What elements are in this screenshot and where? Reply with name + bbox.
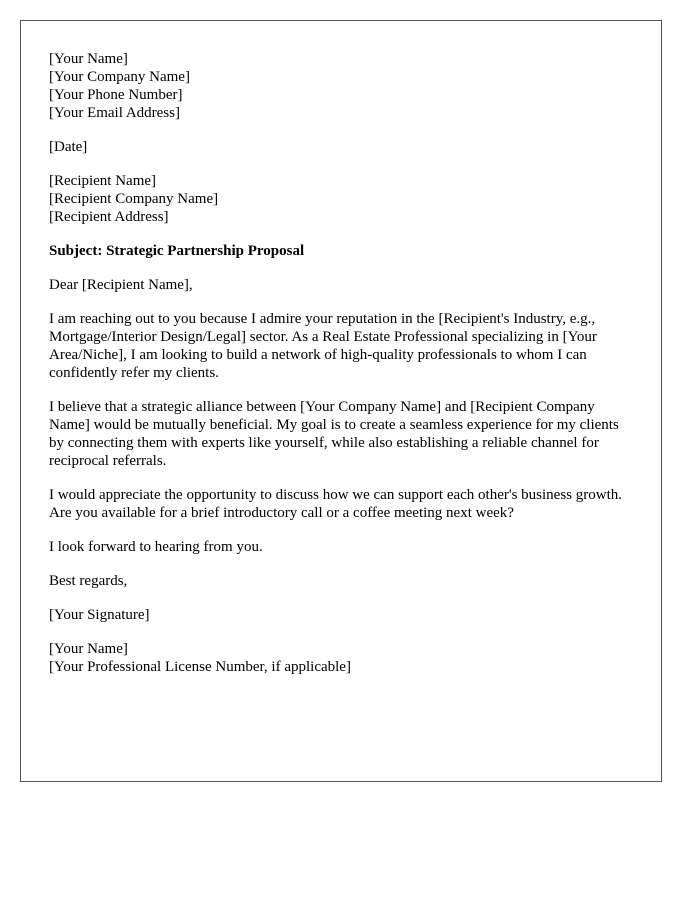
footer-name: [Your Name] (49, 641, 128, 657)
body-paragraph-3: I would appreciate the opportunity to discuss how we can support each other's business growth. Are you available for a brief introductory call or a coffee meeting next week? (49, 487, 622, 521)
body-paragraph-4: I look forward to hearing from you. (49, 539, 263, 555)
recipient-name: [Recipient Name] (49, 173, 157, 189)
recipient-address: [Recipient Address] (49, 209, 169, 225)
letter-page (20, 20, 662, 782)
signature: [Your Signature] (49, 607, 150, 623)
subject-line: Subject: Strategic Partnership Proposal (49, 243, 305, 259)
date-block (49, 138, 633, 156)
closing: Best regards, (49, 573, 128, 589)
sender-email: [Your Email Address] (49, 105, 180, 121)
body-paragraph-1: I am reaching out to you because I admire your reputation in the [Recipient's Industry, e.g., Mortgage/Interior Design/Legal] sector. As a Real Estate Professional specializing in [Your Area/Niche], I am looking to build a network of high-quality professionals to whom I can confidently refer my clients. (49, 311, 597, 381)
footer-license: [Your Professional License Number, if applicable] (49, 659, 351, 675)
sender-company: [Your Company Name] (49, 69, 190, 85)
recipient-block (49, 172, 633, 226)
body-paragraph-2: I believe that a strategic alliance between [Your Company Name] and [Recipient Company Name] would be mutually beneficial. My goal is to create a seamless experience for my clients by connecting them with experts like yourself, while also establishing a reliable channel for reciprocal referrals. (49, 399, 619, 469)
recipient-company: [Recipient Company Name] (49, 191, 219, 207)
sender-phone: [Your Phone Number] (49, 87, 183, 103)
sender-name: [Your Name] (49, 51, 128, 67)
letter-date: [Date] (49, 139, 88, 155)
salutation: Dear [Recipient Name], (49, 277, 193, 293)
footer-block (49, 640, 633, 676)
sender-block (49, 50, 633, 122)
